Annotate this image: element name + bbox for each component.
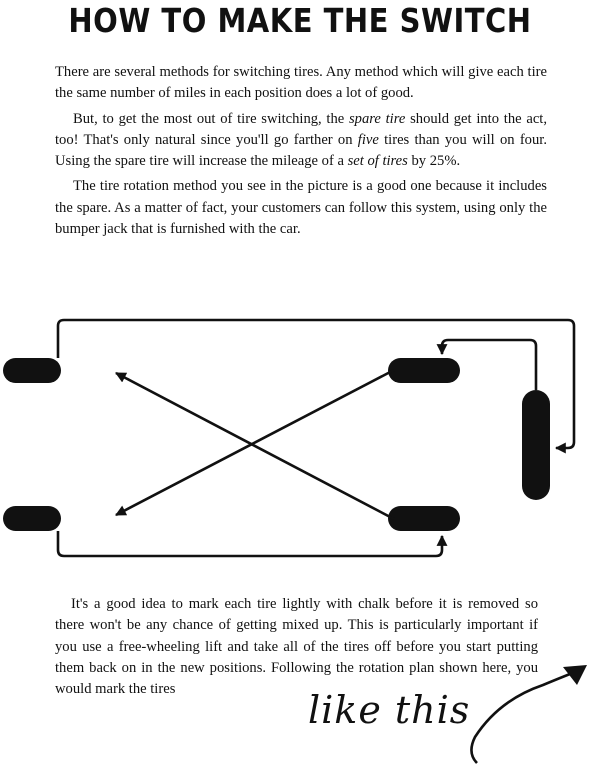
arrow-right-rear-to-left-front [116,373,394,519]
tire-left-front [3,358,61,383]
intro-text [55,62,547,244]
like-this-script: like this [308,688,471,732]
curved-arrow-icon [455,645,600,770]
tire-right-front [388,358,460,383]
arrow-left-rear-to-right-rear [58,531,442,556]
outro-paragraph-1: It's a good idea to mark each tire lightly with chalk before it is removed so there won't be any chance of getting mixed up. This is particularly important if you use a free-wheeling lift and take all of the tires off before you start putting them back on in the new positions. Following the rotation plan shown here, you would mark the tires [55,596,538,698]
tire-right-rear [388,506,460,531]
intro-paragraph-1: There are several methods for switching tires. Any method which will give each tire the same number of miles in each position does a lot of good. [55,64,547,102]
emphasis-spare-tire: spare tire [349,110,406,127]
tire-spare [522,390,550,500]
tire-rotation-diagram [0,310,600,570]
emphasis-five: five [357,131,379,148]
page-title: HOW TO MAKE THE SWITCH [68,2,532,41]
tire-left-rear [3,506,61,531]
emphasis-set-of-tires: set of tires [347,153,408,170]
intro-paragraph-2: But, to get the most out of tire switching, the spare tire should get into the act, too! That's only natural since you'll go farther on five tires than you will on four. Using the spare tire will increase the mileage of a set of tires by 25%. [55,110,547,170]
arrow-right-front-to-left-rear [116,370,394,515]
intro-paragraph-3: The tire rotation method you see in the picture is a good one because it includes the spare. As a matter of fact, your customers can follow this system, using only the bumper jack that is furnished with the car. [55,178,547,238]
